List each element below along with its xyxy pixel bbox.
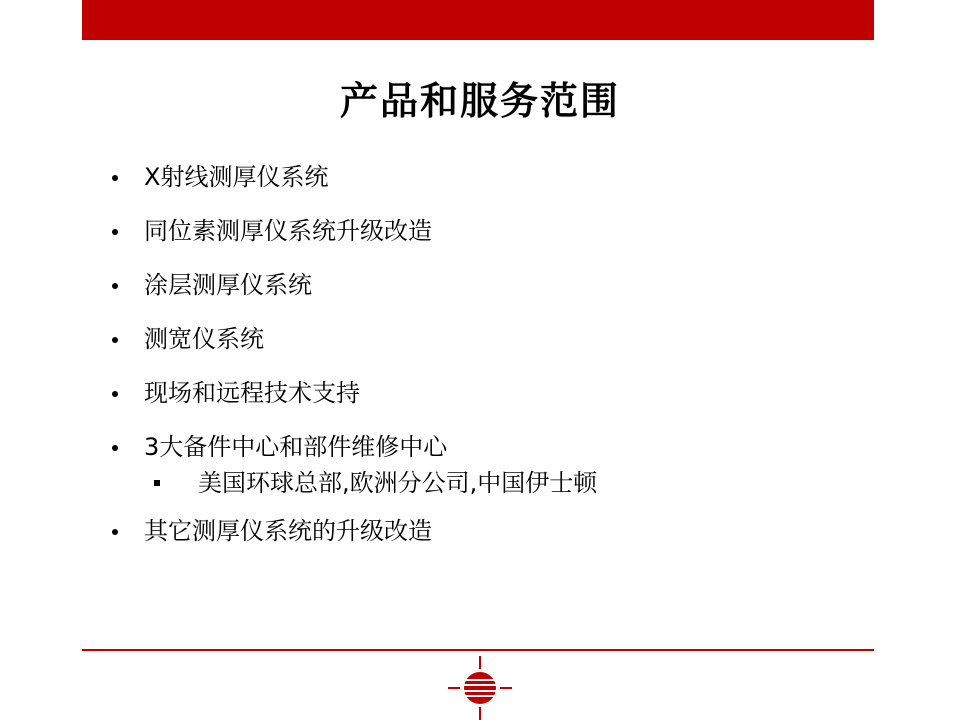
top-accent-bar — [82, 0, 874, 40]
bullet-text: 其它测厚仪系统的升级改造 — [144, 517, 432, 545]
square-bullet-icon — [154, 480, 160, 486]
company-logo-icon — [444, 656, 516, 720]
bullet-dot-icon — [112, 175, 118, 181]
bullet-dot-icon — [112, 445, 118, 451]
slide-title: 产品和服务范围 — [339, 79, 620, 123]
bullet-text: X射线测厚仪系统 — [144, 163, 329, 191]
bullet-dot-icon — [112, 529, 118, 535]
sub-bullet-text: 美国环球总部,欧洲分公司,中国伊士顿 — [198, 469, 598, 497]
bullet-text: 测宽仪系统 — [144, 325, 264, 353]
bullet-text: 现场和远程技术支持 — [144, 379, 360, 407]
bullet-dot-icon — [112, 283, 118, 289]
list-item — [112, 270, 872, 300]
bottom-divider — [82, 649, 874, 651]
list-item — [112, 378, 872, 408]
list-item — [112, 216, 872, 246]
sub-bullet — [146, 468, 597, 498]
list-item — [112, 432, 872, 497]
bullet-list — [112, 162, 872, 570]
bullet-text: 同位素测厚仪系统升级改造 — [144, 217, 432, 245]
bullet-text: 涂层测厚仪系统 — [144, 271, 312, 299]
bullet-dot-icon — [112, 229, 118, 235]
list-item — [112, 162, 872, 192]
list-item — [112, 324, 872, 354]
bullet-text: 3大备件中心和部件维修中心 — [144, 433, 448, 461]
list-item — [112, 516, 872, 546]
bullet-dot-icon — [112, 337, 118, 343]
bullet-dot-icon — [112, 391, 118, 397]
